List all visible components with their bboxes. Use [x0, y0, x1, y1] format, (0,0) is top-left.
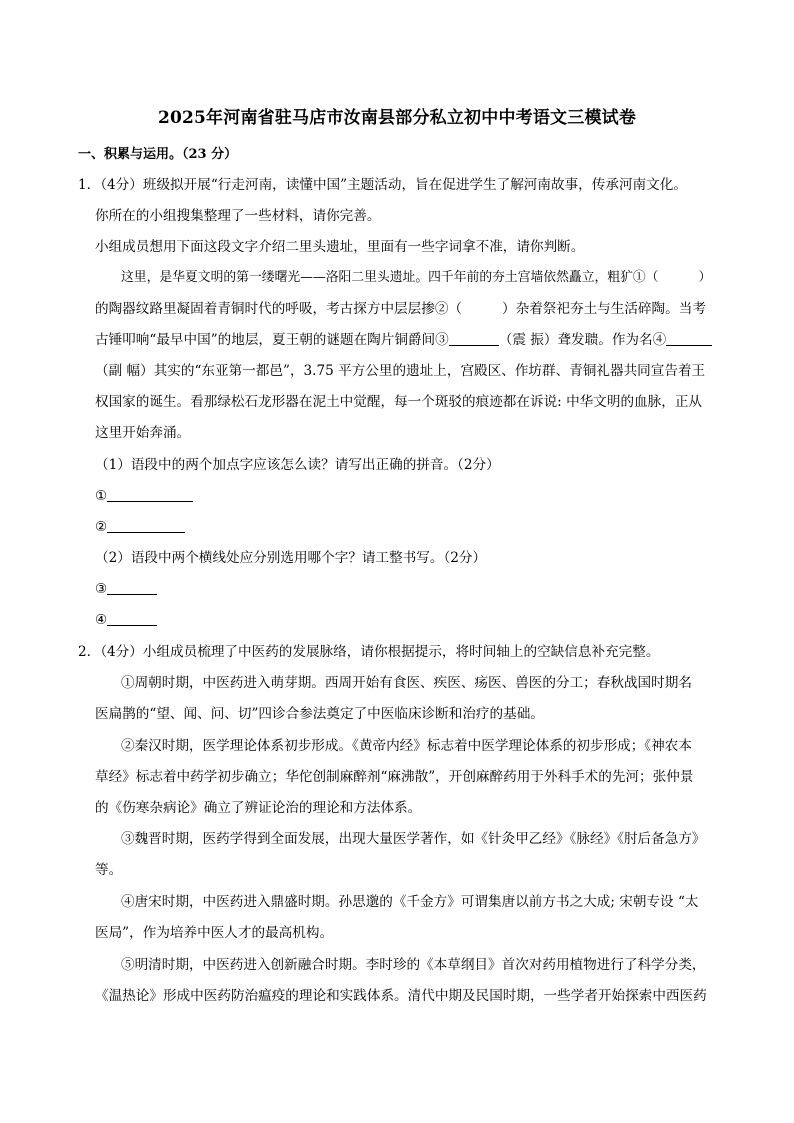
q1-passage-line3 [95, 330, 712, 350]
q1-passage-line4: （副 幅）其实的“东亚第一都邑”，3.75 平方公里的遗址上，宫殿区、作坊群、青铜礼器共同宣告着王 [95, 363, 706, 379]
answer-blank-2[interactable] [107, 518, 185, 533]
answer-marker: ① [95, 488, 108, 504]
answer-line-1 [95, 486, 193, 506]
answer-line-4 [95, 610, 157, 630]
answer-line-3 [95, 579, 157, 599]
q1-subquestion-2: （2）语段中两个横线处应分别选用哪个字？请工整书写。（2分） [95, 550, 487, 566]
q2-item-2-line2: 草经》标志着中药学初步确立；华佗创制麻醉剂“麻沸散”，开创麻醉药用于外科手术的先河；张仲景 [95, 769, 694, 785]
answer-marker: ④ [95, 612, 108, 628]
passage-text: 这里，是华夏文明的第一缕曙光——洛阳二里头遗址。四千年前的夯土宫墙依然矗立，粗犷①（ [121, 270, 659, 285]
answer-marker: ② [95, 519, 108, 535]
q1-passage-line1 [121, 268, 711, 288]
answer-blank-3[interactable] [107, 580, 157, 595]
q1-subquestion-1: （1）语段中的两个加点字应该怎么读？请写出正确的拼音。（2分） [95, 457, 500, 473]
char-blank-3[interactable] [449, 331, 499, 346]
section-heading: 一、积累与运用。（23 分） [78, 147, 238, 162]
q2-item-1-line2: 医扁鹊的“望、闻、问、切”四诊合参法奠定了中医临床诊断和治疗的基础。 [95, 706, 544, 722]
page-title: 2025年河南省驻马店市汝南县部分私立初中中考语文三模试卷 [157, 108, 637, 128]
answer-blank-4[interactable] [107, 611, 157, 626]
q2-item-2-line1: ②秦汉时期，医学理论体系初步形成。《黄帝内经》标志着中医学理论体系的初步形成；《神农本 [121, 738, 692, 754]
q1-stem-line3: 小组成员想用下面这段文字介绍二里头遗址，里面有一些字词拿不准，请你判断。 [95, 239, 585, 255]
q2-item-3-line1: ③魏晋时期，医药学得到全面发展，出现大量医学著作，如《针灸甲乙经》《脉经》《肘后备急方》 [121, 831, 706, 847]
passage-text: ） [698, 270, 712, 285]
q2-item-4-line1: ④唐宋时期，中医药进入鼎盛时期。孙思邈的《千金方》可谓集唐以前方书之大成; 宋朝专设 “太 [121, 894, 699, 910]
q1-passage-line6: 这里开始奔涌。 [95, 425, 191, 441]
passage-text: ）杂着祭祀夯土与生活碎陶。当考 [502, 301, 706, 317]
q1-stem-line2: 你所在的小组搜集整理了一些材料，请你完善。 [95, 208, 381, 224]
q1-passage-line2 [95, 299, 706, 319]
answer-marker: ③ [95, 581, 108, 597]
q1-stem-line1: 1．（4分）班级拟开展“行走河南，读懂中国”主题活动，旨在促进学生了解河南故事，传承河南文化。 [78, 177, 687, 193]
q1-passage-line5: 权国家的诞生。看那绿松石龙形器在泥土中觉醒，每一个斑驳的痕迹都在诉说: 中华文明的血脉，正从 [95, 394, 703, 410]
answer-line-2 [95, 517, 185, 537]
passage-text: 的陶器纹路里凝固着青铜时代的呼吸，考古探方中层层掺②（ [95, 301, 463, 317]
q2-item-3-line2: 等。 [95, 862, 123, 878]
passage-text: （震 振）聋发聩。作为名④ [498, 332, 667, 348]
answer-blank-1[interactable] [107, 487, 193, 502]
q2-item-4-line2: 医局”，作为培养中医人才的最高机构。 [95, 925, 334, 941]
char-blank-4[interactable] [666, 331, 712, 346]
q2-item-2-line3: 的《伤寒杂病论》确立了辨证论治的理论和方法体系。 [95, 800, 422, 816]
q2-item-5-line1: ⑤明清时期，中医药进入创新融合时期。李时珍的《本草纲目》首次对药用植物进行了科学分类， [121, 957, 706, 973]
q2-stem: 2．（4分）小组成员梳理了中医药的发展脉络，请你根据提示，将时间轴上的空缺信息补充完整。 [78, 644, 660, 660]
passage-text: 古锤叩响“最早中国”的地层，夏王朝的谜题在陶片铜爵间③ [95, 332, 449, 348]
q2-item-5-line2: 《温热论》形成中医药防治瘟疫的理论和实践体系。清代中期及民国时期，一些学者开始探索中西医药 [95, 988, 707, 1004]
q2-item-1-line1: ①周朝时期，中医药进入萌芽期。西周开始有食医、疾医、疡医、兽医的分工；春秋战国时期名 [121, 675, 692, 691]
